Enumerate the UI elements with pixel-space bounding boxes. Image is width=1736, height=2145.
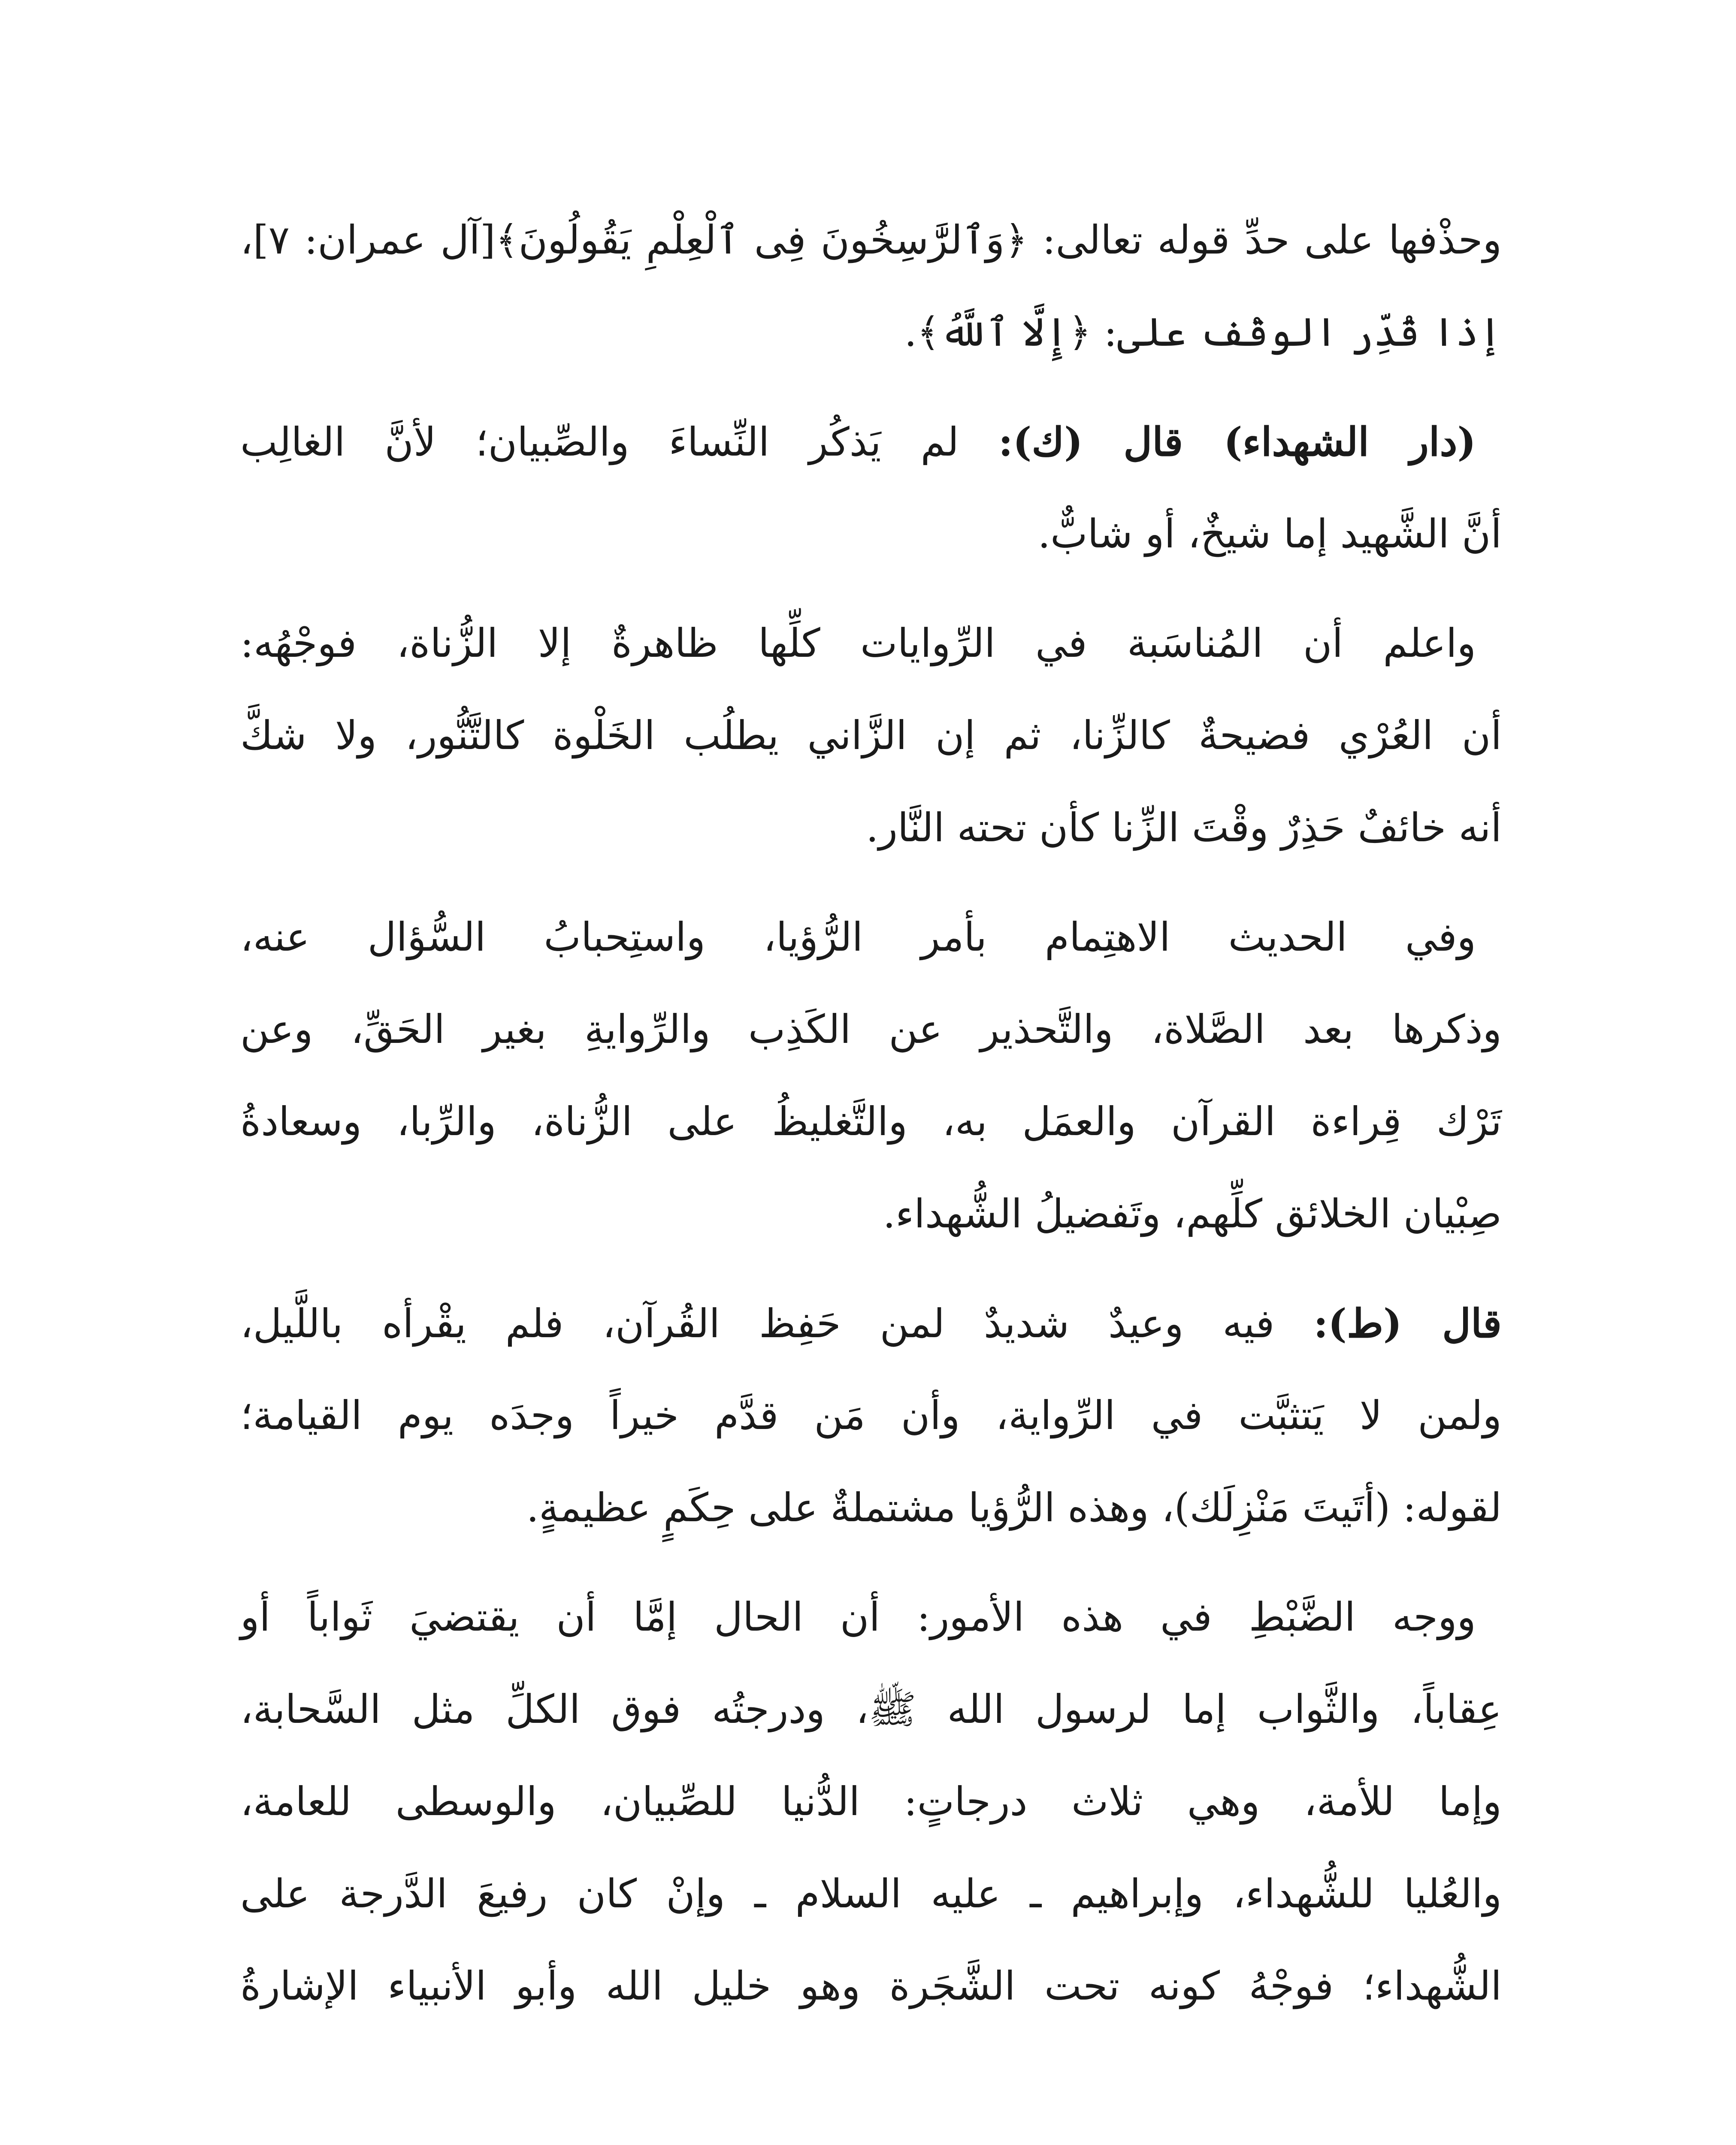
text-line: أنه خائفٌ حَذِرٌ وقْتَ الزِّنا كأن تحته النَّار. bbox=[866, 805, 1502, 851]
text-line: ولمن لا يَتثبَّت في الرِّواية، وأن مَن قدَّم خيراً وجدَه يوم القيامة؛ bbox=[240, 1393, 1502, 1438]
section-heading: (دار الشهداء) قال (ك): bbox=[998, 419, 1476, 465]
text-line: عِقاباً، والثَّواب إما لرسول الله ﷺ، ودرجتُه فوق الكلِّ مثل السَّحابة، bbox=[240, 1686, 1502, 1732]
text-line: لقوله: (أتَيتَ مَنْزِلَك)، وهذه الرُّؤيا مشتملةٌ على حِكَمٍ عظيمةٍ. bbox=[526, 1485, 1502, 1531]
text-line: أن العُرْي فضيحةٌ كالزِّنا، ثم إن الزَّاني يطلُب الخَلْوة كالتَّنُّور، ولا شكَّ bbox=[240, 713, 1502, 758]
text-line: وحذْفها على حدِّ قوله تعالى: ﴿وَٱلرَّٰسِخُونَ فِى ٱلْعِلْمِ يَقُولُونَ﴾[آل عمران: ٧]، bbox=[240, 217, 1502, 263]
text-line: الشُّهداء؛ فوجْهُ كونه تحت الشَّجَرة وهو خليل الله وأبو الأنبياء الإشارةُ bbox=[240, 1963, 1502, 2009]
section-heading: قال (ط): bbox=[1313, 1300, 1502, 1347]
text-line: قال (ط): فيه وعيدٌ شديدٌ لمن حَفِظ القُرآن، فلم يقْرأه باللَّيل، bbox=[240, 1300, 1502, 1347]
text-line: واعلم أن المُناسَبة في الرِّوايات كلِّها ظاهرةٌ إلا الزُّناة، فوجْهُه: bbox=[240, 620, 1476, 666]
page-body bbox=[240, 189, 1502, 2145]
text-line: (دار الشهداء) قال (ك): لم يَذكُر النِّساءَ والصِّبيان؛ لأنَّ الغالِب bbox=[240, 419, 1476, 465]
text-line: تَرْك قِراءة القرآن والعمَل به، والتَّغليظُ على الزُّناة، والرِّبا، وسعادةُ bbox=[240, 1099, 1502, 1145]
text-line: وذكرها بعد الصَّلاة، والتَّحذير عن الكَذِب والرِّوايةِ بغير الحَقِّ، وعن bbox=[240, 1006, 1502, 1052]
text-line: وإما للأمة، وهي ثلاث درجاتٍ: الدُّنيا للصِّبيان، والوسطى للعامة، bbox=[240, 1779, 1502, 1825]
text-line: والعُليا للشُّهداء، وإبراهيم ـ عليه السلام ـ وإنْ كان رفيعَ الدَّرجة على bbox=[240, 1871, 1502, 1917]
text-line: ووجه الضَّبْطِ في هذه الأمور: أن الحال إمَّا أن يقتضيَ ثَواباً أو bbox=[240, 1594, 1476, 1640]
text-line: أنَّ الشَّهيد إما شيخٌ، أو شابٌّ. bbox=[1037, 511, 1502, 557]
text-line: صِبْيان الخلائق كلِّهم، وتَفضيلُ الشُّهداء. bbox=[883, 1191, 1502, 1237]
text-line: وفي الحديث الاهتِمام بأمر الرُّؤيا، واستِحبابُ السُّؤال عنه، bbox=[240, 914, 1476, 960]
text-line: إذا قُدِّر الوقْف على: ﴿إِلَّا ٱللَّهُ﴾. bbox=[904, 309, 1502, 355]
